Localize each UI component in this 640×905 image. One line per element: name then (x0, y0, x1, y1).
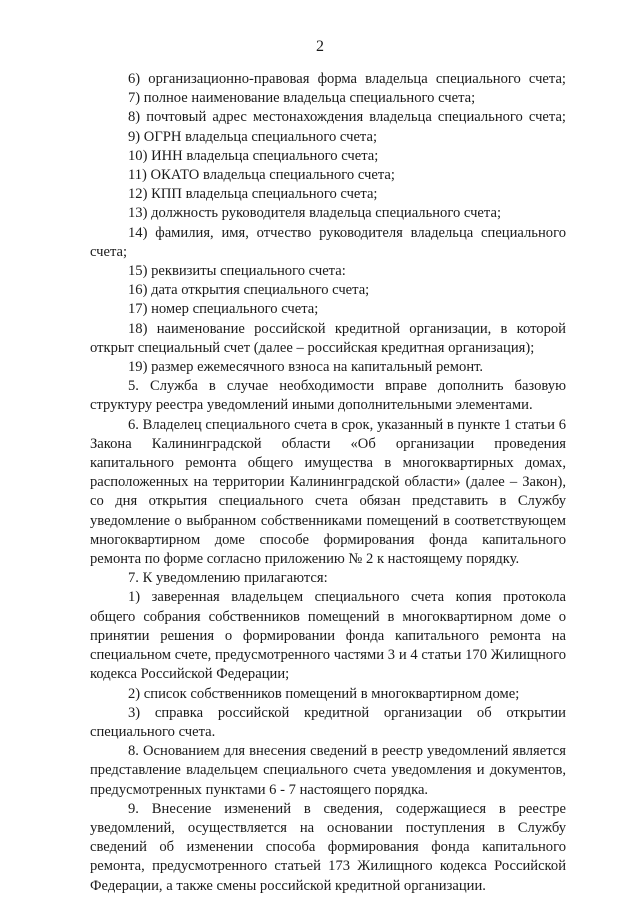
paragraph: 6. Владелец специального счета в срок, указанный в пункте 1 статьи 6 Закона Калининградской области «Об организации проведения капитального ремонта общего имущества в многоквартирных домах, расположенных на территории Калининградской области» (далее – Закон), со дня открытия специального счета обязан представить в Службу уведомление о выбранном собственниками помещений в соответствующем многоквартирном доме способе формирования фонда капитального ремонта по форме согласно приложению № 2 к настоящему порядку. (90, 416, 566, 568)
list-item: 12) КПП владельца специального счета; (128, 186, 378, 203)
list-item: 17) номер специального счета; (128, 301, 319, 318)
list-item: 7) полное наименование владельца специального счета; (128, 90, 476, 107)
list-item: 3) справка российской кредитной организации об открытии специального счета. (90, 704, 566, 740)
paragraph: 5. Служба в случае необходимости вправе дополнить базовую структуру реестра уведомлений иными дополнительными элементами. (90, 378, 566, 414)
list-item: 18) наименование российской кредитной организации, в которой открыт специальный счет (далее – российская кредитная организация); (90, 320, 566, 356)
document-body (90, 70, 566, 896)
page-number: 2 (316, 38, 324, 55)
list-item: 6) организационно-правовая форма владельца специального счета; (128, 71, 566, 87)
list-item: 15) реквизиты специального счета: (128, 263, 346, 280)
list-item: 11) ОКАТО владельца специального счета; (128, 167, 395, 184)
list-item: 16) дата открытия специального счета; (128, 282, 370, 299)
paragraph: 8. Основанием для внесения сведений в реестр уведомлений является представление владельцем специального счета уведомления и документов, предусмотренных пунктами 6 - 7 настоящего порядка. (90, 743, 566, 798)
list-item: 1) заверенная владельцем специального счета копия протокола общего собрания собственников помещений в многоквартирном доме о принятии решения о формировании фонда капитального ремонта на специальном счете, предусмотренного частями 3 и 4 статьи 170 Жилищного кодекса Российской Федерации; (90, 589, 566, 683)
list-item: 14) фамилия, имя, отчество руководителя владельца специального счета; (90, 224, 566, 260)
list-item: 13) должность руководителя владельца специального счета; (128, 205, 502, 222)
list-item: 19) размер ежемесячного взноса на капитальный ремонт. (128, 359, 484, 376)
paragraph: 9. Внесение изменений в сведения, содержащиеся в реестре уведомлений, осуществляется на основании поступления в Службу сведений об изменении способа формирования фонда капитального ремонта, предусмотренного статьей 173 Жилищного кодекса Российской Федерации, а также смены российской кредитной организации. (90, 800, 566, 894)
list-item: 9) ОГРН владельца специального счета; (128, 128, 378, 145)
list-item: 8) почтовый адрес местонахождения владельца специального счета; (128, 109, 566, 126)
paragraph: 7. К уведомлению прилагаются: (128, 570, 328, 587)
list-item: 10) ИНН владельца специального счета; (128, 147, 379, 164)
list-item: 2) список собственников помещений в многоквартирном доме; (128, 685, 520, 702)
